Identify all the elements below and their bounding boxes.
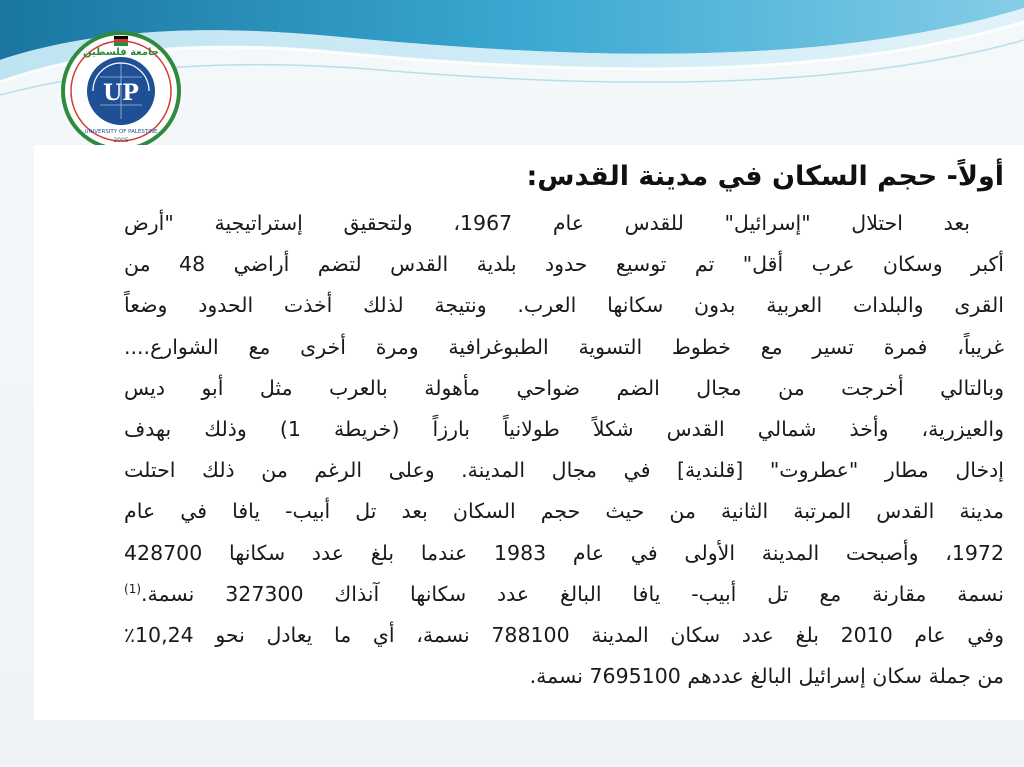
university-logo <box>60 30 182 152</box>
logo-arabic-name: جامعة فلسطين <box>83 47 159 58</box>
paragraph-line: إدخال مطار "عطروت" [قلندية] في مجال المدينة. وعلى الرغم من ذلك احتلت <box>124 458 1004 483</box>
logo-year: 2005 <box>113 137 129 144</box>
logo-initials: UP <box>103 80 139 106</box>
section-heading: أولاً- حجم السكان في مدينة القدس: <box>526 161 1004 192</box>
paragraph-line: من جملة سكان إسرائيل البالغ عددهم 7695100 نسمة. <box>529 664 1004 689</box>
paragraph-line: أكبر وسكان عرب أقل" تم توسيع حدود بلدية القدس لتضم أراضي 48 من <box>124 252 1004 277</box>
paragraph-line: وبالتالي أخرجت من مجال الضم ضواحي مأهولة بالعرب مثل أبو ديس <box>124 375 1004 400</box>
paragraph-line: وفي عام 2010 بلغ عدد سكان المدينة 788100 نسمة، أي ما يعادل نحو 10,24٪ <box>124 623 1004 648</box>
content-panel <box>34 145 1024 720</box>
paragraph-line-text: نسمة مقارنة مع تل أبيب- يافا البالغ عدد سكانها آنذاك 327300 نسمة. <box>141 581 1004 606</box>
footnote-reference: (1) <box>124 582 142 596</box>
paragraph-line: غريباً، فمرة تسير مع خطوط التسوية الطبوغرافية ومرة أخرى مع الشوارع.... <box>124 334 1004 359</box>
logo-english-name: UNIVERSITY OF PALESTINE <box>84 129 158 135</box>
paragraph-line-with-footnote <box>124 574 1004 615</box>
text-block <box>124 155 1004 697</box>
paragraph-line: القرى والبلدات العربية بدون سكانها العرب. ونتيجة لذلك أخذت الحدود وضعاً <box>124 293 1004 318</box>
paragraph-line: بعد احتلال "إسرائيل" للقدس عام 1967، ولتحقيق إستراتيجية "أرض <box>124 211 970 235</box>
paragraph-line: والعيزرية، وأخذ شمالي القدس شكلاً طولانياً بارزاً (خريطة 1) وذلك بهدف <box>124 417 1005 442</box>
paragraph-line: مدينة القدس المرتبة الثانية من حيث حجم السكان بعد تل أبيب- يافا في عام <box>124 499 1004 524</box>
paragraph-line: 1972، وأصبحت المدينة الأولى في عام 1983 عندما بلغ عدد سكانها 428700 <box>124 540 1004 565</box>
